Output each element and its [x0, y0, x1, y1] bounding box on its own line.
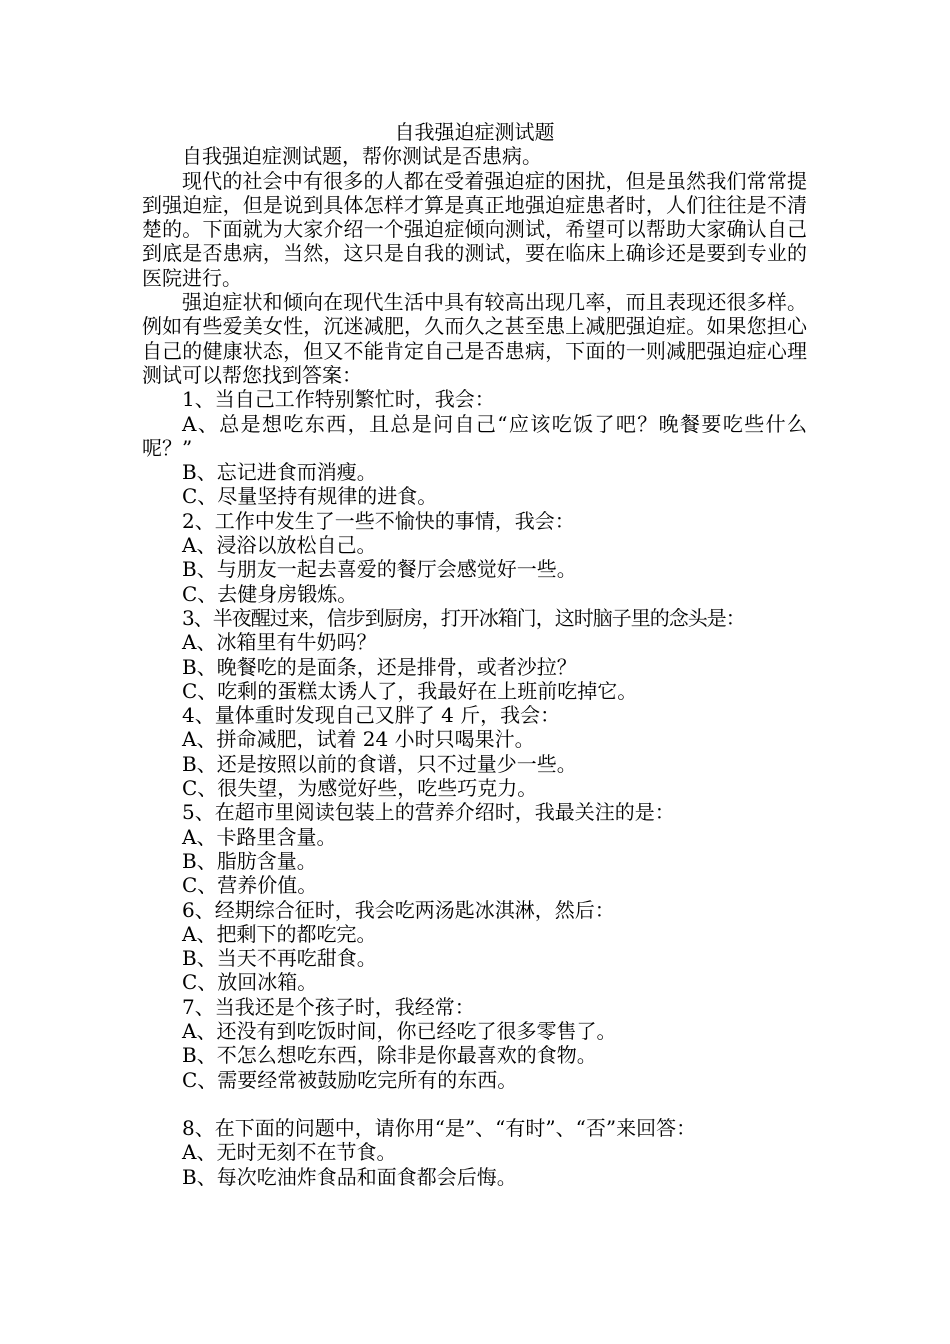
question-2-option-c: C、去健身房锻炼。	[182, 581, 358, 606]
document-body	[142, 120, 807, 1189]
question-5: 5、在超市里阅读包装上的营养介绍时，我最关注的是：	[182, 800, 675, 825]
question-4-option-a: A、拼命减肥，试着 24 小时只喝果汁。	[182, 727, 535, 752]
question-4: 4、量体重时发现自己又胖了 4 斤，我会：	[182, 703, 561, 728]
question-8: 8、在下面的问题中，请你用“是”、“有时”、“否”来回答：	[182, 1116, 697, 1141]
question-5-option-c: C、营养价值。	[182, 873, 318, 898]
question-3-option-b: B、晚餐吃的是面条，还是排骨，或者沙拉？	[182, 654, 577, 679]
question-2: 2、工作中发生了一些不愉快的事情，我会：	[182, 508, 575, 533]
question-2-option-b: B、与朋友一起去喜爱的餐厅会感觉好一些。	[182, 557, 577, 582]
question-1-option-a: A、总是想吃东西，且总是问自己“应该吃饭了吧？晚餐要吃些什么呢？”	[142, 411, 807, 460]
question-8-option-a: A、无时无刻不在节食。	[182, 1140, 397, 1165]
question-7: 7、当我还是个孩子时，我经常：	[182, 994, 475, 1019]
question-1-option-c: C、尽量坚持有规律的进食。	[182, 484, 438, 509]
question-7-option-c: C、需要经常被鼓励吃完所有的东西。	[182, 1067, 518, 1092]
body-paragraph-1: 现代的社会中有很多的人都在受着强迫症的困扰，但是虽然我们常常提到强迫症，但是说到具体怎样才算是真正地强迫症患者时，人们往往是不清楚的。下面就为大家介绍一个强迫症倾向测试，希望可以帮助大家确认自己到底是否患病，当然，这只是自我的测试，要在临床上确诊还是要到专业的医院进行。	[142, 168, 807, 290]
question-5-option-b: B、脂肪含量。	[182, 848, 317, 873]
question-6-option-b: B、当天不再吃甜食。	[182, 946, 377, 971]
question-7-option-b: B、不怎么想吃东西，除非是你最喜欢的食物。	[182, 1043, 597, 1068]
question-3-option-a: A、冰箱里有牛奶吗？	[182, 630, 377, 655]
body-paragraph-2: 强迫症状和倾向在现代生活中具有较高出现几率，而且表现还很多样。例如有些爱美女性，沉迷减肥，久而久之甚至患上减肥强迫症。如果您担心自己的健康状态，但又不能肯定自己是否患病，下面的一则减肥强迫症心理测试可以帮您找到答案：	[142, 290, 807, 387]
question-1-option-b: B、忘记进食而消瘦。	[182, 460, 377, 485]
question-1: 1、当自己工作特别繁忙时，我会：	[182, 387, 495, 412]
question-4-option-c: C、很失望，为感觉好些，吃些巧克力。	[182, 776, 538, 801]
question-6-option-a: A、把剩下的都吃完。	[182, 921, 377, 946]
question-2-option-a: A、浸浴以放松自己。	[182, 533, 377, 558]
blank-line	[142, 1092, 807, 1116]
question-7-option-a: A、还没有到吃饭时间，你已经吃了很多零售了。	[182, 1018, 617, 1043]
intro-paragraph: 自我强迫症测试题，帮你测试是否患病。	[182, 144, 542, 169]
question-8-option-b: B、每次吃油炸食品和面食都会后悔。	[182, 1164, 517, 1189]
question-3-option-c: C、吃剩的蛋糕太诱人了，我最好在上班前吃掉它。	[182, 678, 638, 703]
question-3: 3、半夜醒过来，信步到厨房，打开冰箱门，这时脑子里的念头是：	[182, 605, 745, 630]
question-4-option-b: B、还是按照以前的食谱，只不过量少一些。	[182, 751, 577, 776]
question-5-option-a: A、卡路里含量。	[182, 824, 337, 849]
question-6: 6、经期综合征时，我会吃两汤匙冰淇淋，然后：	[182, 897, 615, 922]
question-6-option-c: C、放回冰箱。	[182, 970, 318, 995]
document-title: 自我强迫症测试题	[394, 120, 555, 144]
